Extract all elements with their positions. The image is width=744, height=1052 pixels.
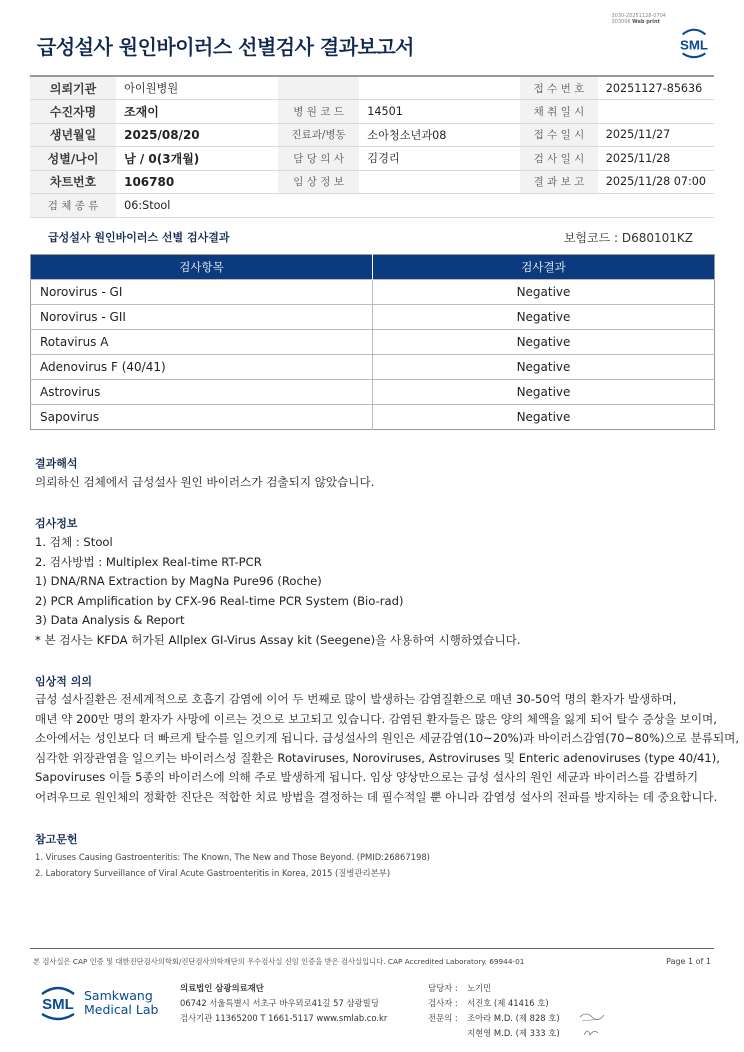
clinical-line: 심각한 위장관염을 일으키는 바이러스성 질환은 Rotaviruses, Noroviruses, Astroviruses 및 Enteric adenoviruses (type 40/41),: [35, 750, 720, 765]
result-value: Negative: [373, 380, 715, 405]
staff-entry: [428, 1011, 560, 1026]
staff-name: 서진호 (제 41416 호): [467, 998, 549, 1008]
clinical-line: 어려우므로 원인체의 정확한 진단은 적합한 치료 방법을 결정하는 데 필수적일 뿐 아니라 감염성 설사의 전파를 방지하는 데 중요합니다.: [35, 789, 718, 804]
reference-line: 2. Laboratory Surveillance of Viral Acute Gastroenteritis in Korea, 2015 (질병관리본부): [35, 867, 391, 878]
clinical-text: [35, 690, 739, 808]
references-list: [35, 850, 430, 881]
test-info-list: [35, 533, 521, 651]
sml-brand-icon: [36, 980, 80, 1024]
specimen-value: 06:Stool: [116, 194, 714, 218]
info-value: [359, 76, 520, 100]
meta-line1: 3030-20251128-0704: [611, 13, 666, 19]
info-label: 채 취 일 시: [520, 100, 598, 124]
result-item: Norovirus - GI: [31, 280, 373, 305]
info-row: [30, 194, 714, 218]
info-label: 생년월일: [30, 123, 116, 147]
staff-name: 노기민: [467, 983, 492, 993]
info-label: 수진자명: [30, 100, 116, 124]
staff-name: 조아라 M.D. (제 828 호): [467, 1013, 560, 1023]
org-address: 06742 서울특별시 서초구 바우뫼로41길 57 삼광빌딩: [180, 998, 379, 1008]
test-info-line: 2) PCR Amplification by CFX-96 Real-time PCR System (Bio-rad): [35, 593, 404, 608]
info-value: 2025/08/20: [116, 123, 278, 147]
accreditation-note: 본 검사실은 CAP 인증 및 대한진단검사의학회/진단검사의학재단의 우수검사실 신임 인증을 받은 검사실입니다. CAP Accredited Laboratory. 69944-01: [33, 957, 525, 966]
info-label: 담 당 의 사: [278, 147, 359, 171]
sml-logo-icon: [675, 23, 713, 61]
info-label: 접 수 번 호: [520, 76, 598, 100]
page-title: 급성설사 원인바이러스 선별검사 결과보고서: [37, 35, 414, 59]
info-label: 병 원 코 드: [278, 100, 359, 124]
staff-entry: [428, 1026, 560, 1041]
result-row: [31, 405, 715, 430]
result-item: Astrovirus: [31, 380, 373, 405]
info-row: [30, 100, 714, 124]
reference-line: 1. Viruses Causing Gastroenteritis: The Known, The New and Those Beyond. (PMID:26867198): [35, 852, 430, 862]
info-row: [30, 76, 714, 100]
test-info-line: 2. 검사방법 : Multiplex Real-time RT-PCR: [35, 554, 262, 569]
result-value: Negative: [373, 355, 715, 380]
brand-line1: Samkwang: [84, 988, 153, 1003]
staff-role: 검사자 :: [428, 998, 458, 1008]
info-label: [278, 76, 359, 100]
info-label: 임 상 정 보: [278, 170, 359, 194]
result-row: [31, 330, 715, 355]
staff-entry: [428, 981, 560, 996]
info-label: 검 사 일 시: [520, 147, 598, 171]
test-info-line: * 본 검사는 KFDA 허가된 Allplex GI-Virus Assay kit (Seegene)을 사용하여 시행하였습니다.: [35, 632, 521, 647]
interpretation-title: 결과해석: [35, 457, 78, 470]
test-info-line: 1) DNA/RNA Extraction by MagNa Pure96 (Roche): [35, 574, 322, 589]
result-value: Negative: [373, 405, 715, 430]
results-section-title: 급성설사 원인바이러스 선별 검사결과: [48, 231, 230, 244]
col-item-header: 검사항목: [31, 255, 373, 280]
info-value: 2025/11/27: [598, 123, 714, 147]
result-item: Adenovirus F (40/41): [31, 355, 373, 380]
info-label: 의뢰기관: [30, 76, 116, 100]
org-info: [180, 981, 387, 1026]
clinical-title: 임상적 의의: [35, 675, 92, 688]
references-title: 참고문헌: [35, 833, 78, 846]
staff-list: [428, 981, 560, 1041]
test-info-line: 3) Data Analysis & Report: [35, 613, 185, 628]
logo-text: SML: [679, 37, 709, 53]
interpretation-text: 의뢰하신 검체에서 급성설사 원인 바이러스가 검출되지 않았습니다.: [35, 475, 375, 489]
info-value: 남 / 0(3개월): [116, 147, 278, 171]
test-info-title: 검사정보: [35, 517, 78, 530]
print-meta: [611, 13, 666, 25]
staff-entry: [428, 996, 560, 1011]
page-number: Page 1 of 1: [666, 957, 711, 966]
info-value: 아이원병원: [116, 76, 278, 100]
specimen-label: 검 체 종 류: [30, 194, 116, 218]
result-item: Sapovirus: [31, 405, 373, 430]
result-item: Norovirus - GII: [31, 305, 373, 330]
org-name: 의료법인 삼광의료재단: [180, 983, 264, 993]
brand-line2: Medical Lab: [84, 1002, 159, 1017]
result-item: Rotavirus A: [31, 330, 373, 355]
info-value: [598, 100, 714, 124]
staff-role: 담당자 :: [428, 983, 458, 993]
meta-web: Web print: [632, 19, 660, 25]
insurance-code: 보험코드 : D680101KZ: [563, 231, 693, 245]
clinical-line: 급성 설사질환은 전세계적으로 호흡기 감염에 이어 두 번째로 많이 발생하는 감염질환으로 매년 30-50억 명의 환자가 발생하며,: [35, 692, 677, 706]
result-row: [31, 380, 715, 405]
info-value: 2025/11/28 07:00: [598, 170, 714, 194]
clinical-line: 매년 약 200만 명의 환자가 사망에 이르는 것으로 보고되고 있습니다. 감염된 환자들은 많은 양의 체액을 잃게 되어 탈수 증상을 보이며,: [35, 711, 717, 726]
info-row: [30, 170, 714, 194]
info-value: [359, 170, 520, 194]
clinical-line: 소아에서는 성인보다 더 빠르게 탈수를 일으키게 됩니다. 급성설사의 원인은 세균감염(10~20%)과 바이러스감염(70~80%)으로 분류되며,: [35, 731, 740, 746]
patient-info-table: [30, 75, 714, 218]
info-value: 106780: [116, 170, 278, 194]
result-value: Negative: [373, 305, 715, 330]
info-value: 2025/11/28: [598, 147, 714, 171]
info-row: [30, 123, 714, 147]
result-row: [31, 280, 715, 305]
staff-role: 전문의 :: [428, 1013, 458, 1023]
info-label: 성별/나이: [30, 147, 116, 171]
info-value: 14501: [359, 100, 520, 124]
info-value: 20251127-85636: [598, 76, 714, 100]
staff-name: 지현영 M.D. (제 333 호): [467, 1028, 560, 1038]
signature-icon: [578, 1009, 608, 1039]
result-row: [31, 305, 715, 330]
brand-name: [84, 989, 158, 1017]
col-result-header: 검사결과: [373, 255, 715, 280]
info-label: 차트번호: [30, 170, 116, 194]
brand-logo-text: SML: [42, 996, 74, 1013]
info-value: 김경리: [359, 147, 520, 171]
clinical-line: Sapoviruses 이들 5종의 바이러스에 의해 주로 발생하게 됩니다. 임상 양상만으로는 급성 설사의 원인 세균과 바이러스를 감별하기: [35, 770, 699, 785]
meta-line2: 303006: [611, 19, 631, 25]
results-table: [30, 254, 715, 430]
info-row: [30, 147, 714, 171]
test-info-line: 1. 검체 : Stool: [35, 535, 113, 549]
result-row: [31, 355, 715, 380]
footer-divider: [30, 948, 714, 949]
info-value: 조재이: [116, 100, 278, 124]
info-label: 결 과 보 고: [520, 170, 598, 194]
result-value: Negative: [373, 330, 715, 355]
info-value: 소아청소년과08: [359, 123, 520, 147]
info-label: 진료과/병동: [278, 123, 359, 147]
info-label: 접 수 일 시: [520, 123, 598, 147]
result-value: Negative: [373, 280, 715, 305]
org-contact: 검사기관 11365200 T 1661-5117 www.smlab.co.kr: [180, 1013, 388, 1023]
